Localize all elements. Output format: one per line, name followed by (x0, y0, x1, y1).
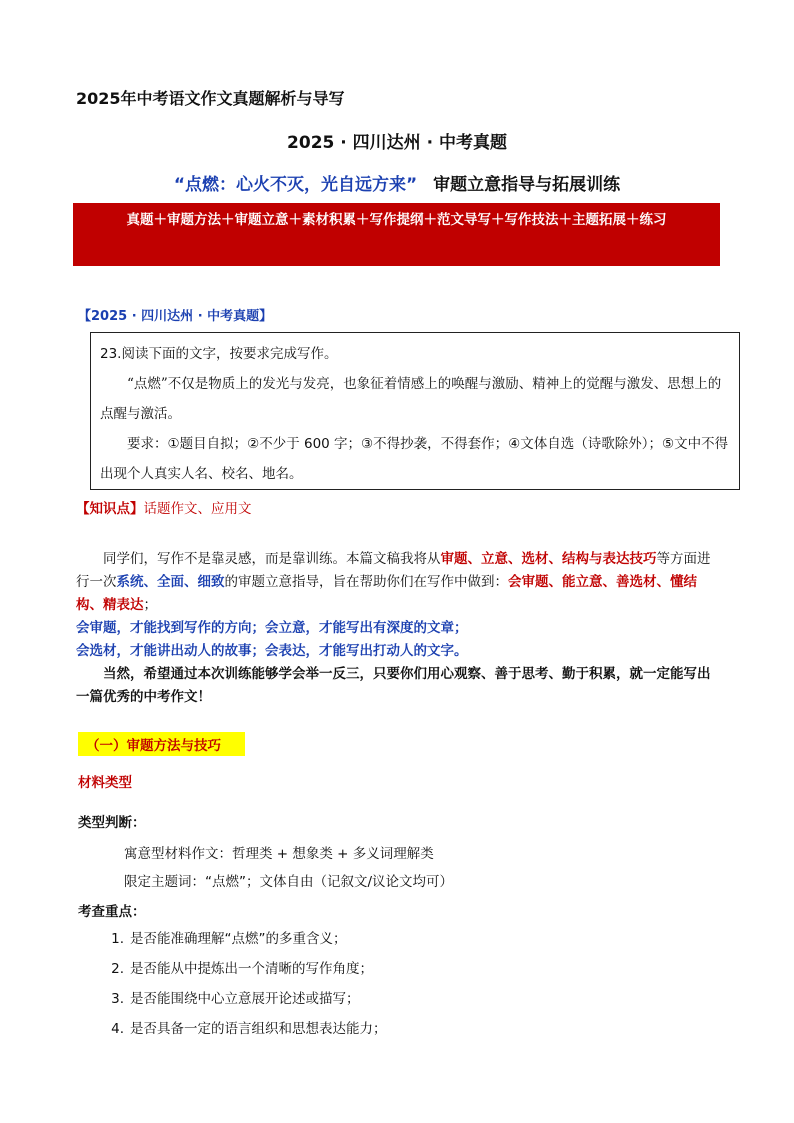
prompt-instruction: 23.阅读下面的文字，按要求完成写作。 (100, 346, 338, 362)
list-item (98, 1014, 387, 1044)
focus-heading: 考查重点： (78, 904, 146, 920)
intro-text (76, 548, 716, 709)
contents-banner: 真题＋审题方法＋审题立意＋素材积累＋写作提纲＋范文导写＋写作技法＋主题拓展＋练习 (73, 203, 720, 266)
prompt-box (90, 332, 740, 490)
theme-quote: “点燃：心火不灭，光自远方来” (173, 175, 418, 195)
intro-paragraph-2: 会审题，才能找到写作的方向；会立意，才能写出有深度的文章； (76, 620, 468, 636)
intro-highlight-scope: 系统、全面、细致 (116, 574, 225, 590)
intro-paragraph-1 (76, 548, 716, 617)
intro-paragraph-3: 会选材，才能讲出动人的故事；会表达，才能写出打动人的文字。 (76, 643, 468, 659)
knowledge-value: 话题作文、应用文 (143, 501, 252, 517)
intro-highlight-skills: 审题、立意、选材、结构与表达技巧 (440, 551, 657, 567)
intro-text-g: ； (143, 597, 157, 613)
list-item-text: 是否能准确理解“点燃”的多重含义； (130, 931, 347, 947)
intro-text-e: 的审题立意指导，旨在帮助你们在写作中做到： (224, 574, 508, 590)
type-line-2: 限定主题词：“点燃”；文体自由（记叙文/议论文均可） (124, 874, 454, 890)
list-item-number: 2. (111, 961, 124, 977)
knowledge-label: 【知识点】 (76, 501, 144, 517)
knowledge-point (76, 497, 252, 517)
list-item (98, 924, 387, 954)
doc-title: 2025年中考语文作文真题解析与导写 (76, 89, 345, 108)
prompt-requirements: 要求：①题目自拟；②不少于 600 字；③不得抄袭，不得套作；④文体自选（诗歌除外）；⑤文中不得出现个人真实人名、校名、地名。 (100, 436, 729, 482)
prompt-material: “点燃”不仅是物质上的发光与发亮，也象征着情感上的唤醒与激励、精神上的觉醒与激发、思想上的点醒与激活。 (100, 376, 722, 422)
list-item-number: 3. (111, 991, 124, 1007)
section-tag: 【2025 · 四川达州 · 中考真题】 (78, 309, 273, 324)
theme-rest: 审题立意指导与拓展训练 (433, 175, 621, 195)
list-item-text: 是否能围绕中心立意展开论述或描写； (130, 991, 360, 1007)
section-heading-1: （一）审题方法与技巧 (78, 732, 245, 756)
intro-paragraph-4: 当然，希望通过本次训练能够学会举一反三，只要你们用心观察、善于思考、勤于积累，就一定能写出一篇优秀的中考作文！ (76, 666, 711, 705)
intro-highlight-goals: 会审题、能立意、善选材、懂结构、精表达 (76, 574, 697, 613)
material-type-heading: 材料类型 (78, 775, 132, 791)
list-item (98, 954, 387, 984)
intro-text-c: 等方面进行一次 (76, 551, 711, 590)
list-item (98, 984, 387, 1014)
theme-line (0, 170, 794, 195)
list-item-number: 4. (111, 1021, 124, 1037)
intro-text-a: 同学们，写作不是靠灵感，而是靠训练。本篇文稿我将从 (103, 551, 441, 567)
type-line-1: 寓意型材料作文：哲理类 + 想象类 + 多义词理解类 (124, 846, 434, 862)
list-item-text: 是否能从中提炼出一个清晰的写作角度； (130, 961, 373, 977)
list-item-text: 是否具备一定的语言组织和思想表达能力； (130, 1021, 387, 1037)
list-item-number: 1. (111, 931, 124, 947)
type-judgement-heading: 类型判断： (78, 815, 146, 831)
focus-list (98, 924, 387, 1044)
doc-subtitle: 2025 · 四川达州 · 中考真题 (287, 133, 507, 153)
